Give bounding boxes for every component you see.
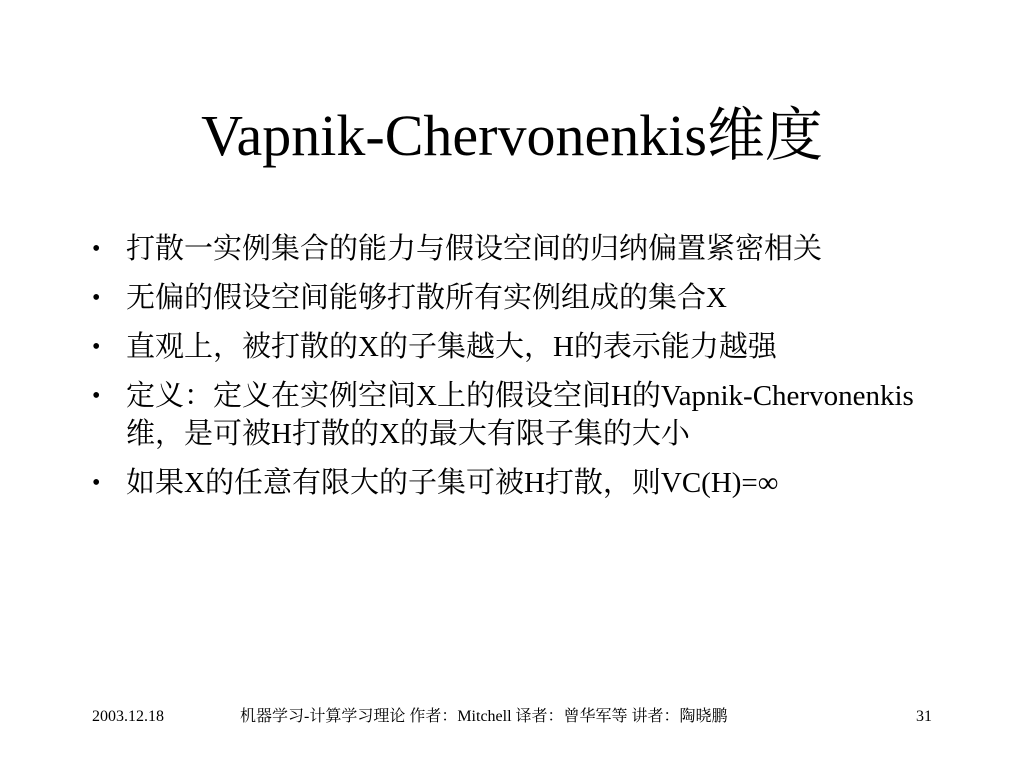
bullet-text: 无偏的假设空间能够打散所有实例组成的集合X — [126, 282, 727, 314]
bullet-item — [92, 464, 922, 502]
bullet-text: 打散一实例集合的能力与假设空间的归纳偏置紧密相关 — [126, 233, 823, 265]
bullet-item — [92, 328, 922, 366]
bullet-text: 如果X的任意有限大的子集可被H打散，则VC(H)=∞ — [126, 467, 779, 499]
bullet-marker: • — [92, 334, 101, 360]
bullet-text: 直观上，被打散的X的子集越大，H的表示能力越强 — [126, 331, 777, 363]
page-number: 31 — [916, 708, 932, 725]
slide-title: Vapnik-Chervonenkis维度 — [201, 103, 823, 168]
bullet-marker: • — [92, 236, 101, 262]
bullet-marker: • — [92, 285, 101, 311]
bullet-item — [92, 377, 922, 453]
bullet-marker: • — [92, 383, 101, 409]
footer-credits: 机器学习-计算学习理论 作者：Mitchell 译者：曾华军等 讲者：陶晓鹏 — [240, 708, 728, 725]
bullet-item — [92, 279, 922, 317]
bullet-text: 定义：定义在实例空间X上的假设空间H的Vapnik-Chervonenkis维，是可被H打散的X的最大有限子集的大小 — [126, 380, 914, 450]
bullet-list — [92, 230, 922, 513]
bullet-item — [92, 230, 922, 268]
bullet-marker: • — [92, 470, 101, 496]
footer-date: 2003.12.18 — [92, 708, 164, 725]
